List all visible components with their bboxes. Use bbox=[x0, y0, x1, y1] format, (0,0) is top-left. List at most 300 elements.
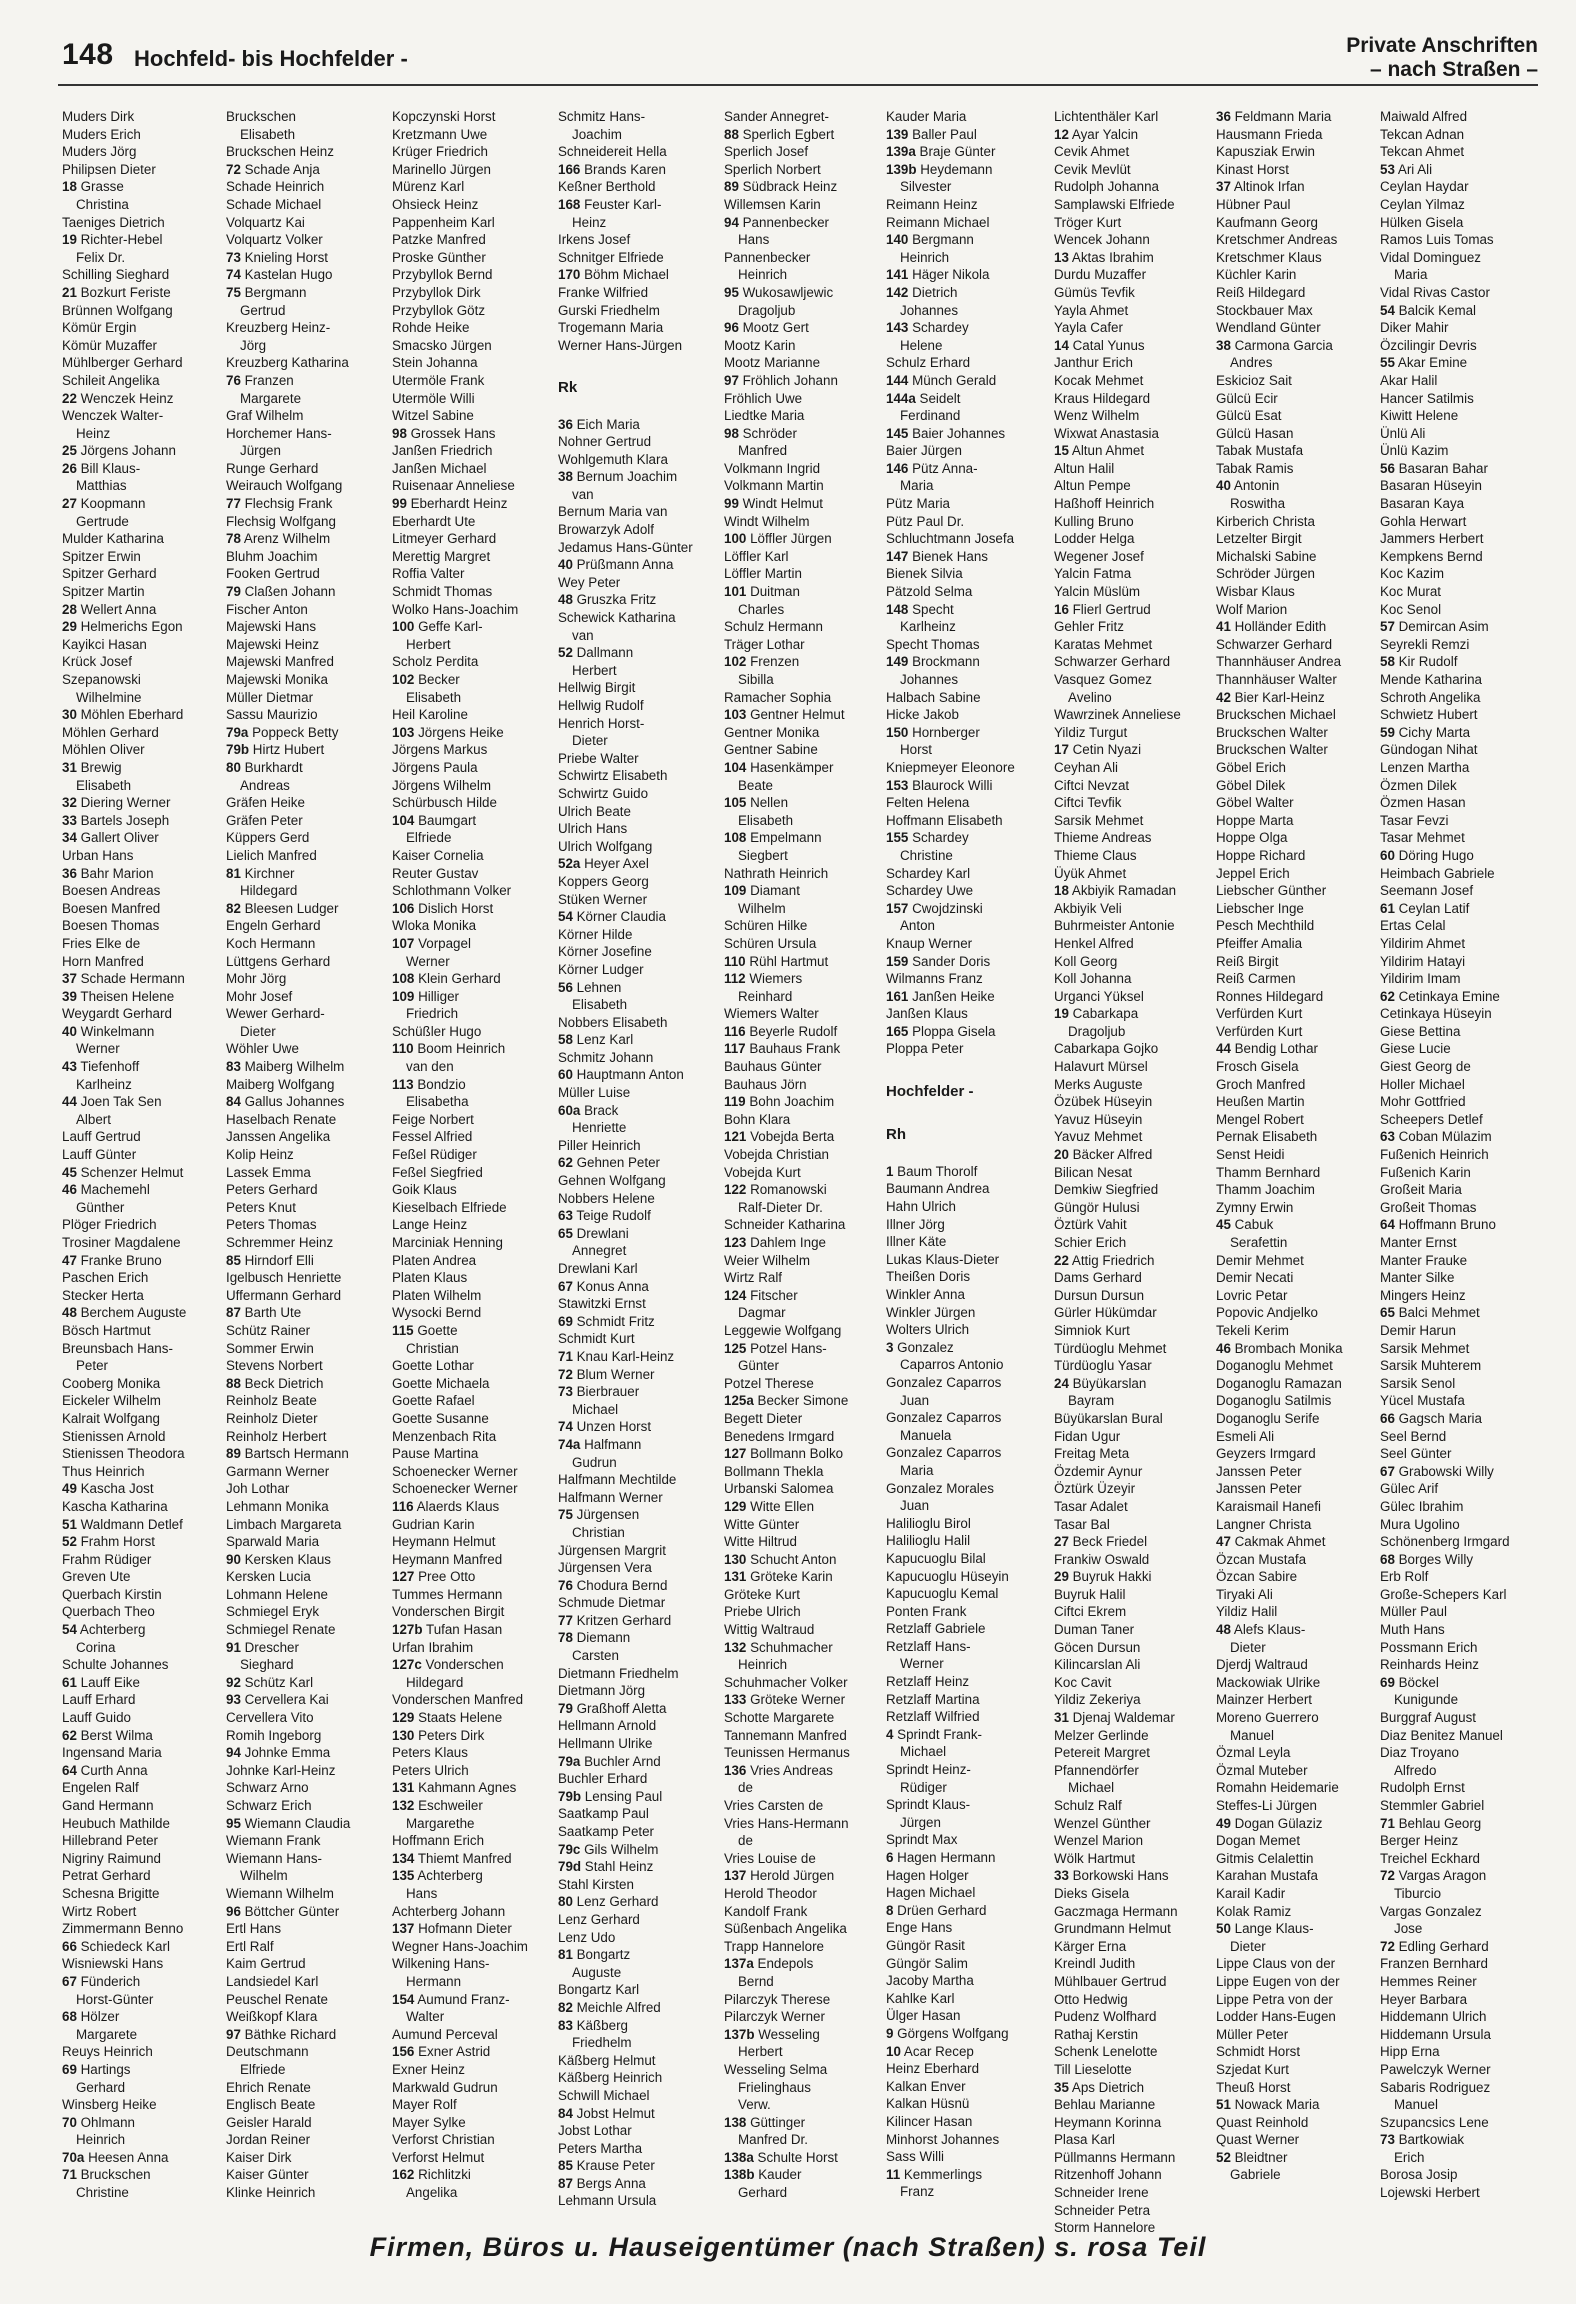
entry-continuation: Werner bbox=[406, 953, 450, 969]
directory-entry: Scheepers Detlef bbox=[1380, 1111, 1483, 1127]
entry-continuation: Rüdiger bbox=[900, 1779, 947, 1795]
house-number: 90 bbox=[226, 1551, 241, 1567]
directory-entry: Schüßler Hugo bbox=[392, 1023, 482, 1039]
directory-entry: 39 Theisen Helene bbox=[62, 988, 175, 1004]
directory-entry: Igelbusch Henriette bbox=[226, 1270, 342, 1286]
entry-continuation: Verw. bbox=[738, 2097, 771, 2113]
directory-entry: 38 Carmona Garcia bbox=[1216, 337, 1333, 353]
house-number: 40 bbox=[1216, 478, 1231, 494]
directory-entry: Buhrmeister Antonie bbox=[1054, 918, 1175, 934]
house-number: 116 bbox=[392, 1498, 414, 1514]
directory-entry: Fischer Anton bbox=[226, 601, 308, 617]
directory-entry: Kapusziak Erwin bbox=[1216, 144, 1315, 160]
directory-entry: Pesch Mechthild bbox=[1216, 918, 1315, 934]
entry-continuation: Christine bbox=[76, 2185, 129, 2201]
entry-continuation: Günter bbox=[738, 1358, 779, 1374]
directory-entry: Basaran Kaya bbox=[1380, 496, 1465, 512]
directory-entry: Thannhäuser Andrea bbox=[1216, 654, 1342, 670]
directory-entry: 49 Kascha Jost bbox=[62, 1481, 154, 1497]
directory-entry: Stawitzki Ernst bbox=[558, 1296, 646, 1312]
house-number: 108 bbox=[724, 830, 747, 846]
directory-entry: 36 Feldmann Maria bbox=[1216, 109, 1332, 124]
entry-continuation: Maria bbox=[1394, 267, 1428, 283]
directory-entry: 139a Braje Günter bbox=[886, 144, 996, 160]
entry-continuation: Hildegard bbox=[406, 1674, 464, 1690]
directory-entry: 122 Romanowski bbox=[724, 1182, 827, 1198]
directory-entry: Flechsig Wolfgang bbox=[226, 513, 336, 529]
directory-entry: Göbel Erich bbox=[1216, 759, 1286, 775]
house-number: 48 bbox=[62, 1305, 77, 1321]
entry-continuation: Manfred Dr. bbox=[738, 2132, 808, 2148]
directory-entry: 132 Eschweiler bbox=[392, 1798, 483, 1813]
directory-entry: 154 Aumund Franz- bbox=[392, 1991, 510, 2007]
directory-entry: Löffler Karl bbox=[724, 548, 789, 564]
directory-entry: 100 Löffler Jürgen bbox=[724, 531, 832, 547]
directory-entry: 47 Franke Bruno bbox=[62, 1252, 162, 1268]
directory-entry: Schüren Ursula bbox=[724, 935, 817, 951]
directory-entry: Wittig Waltraud bbox=[724, 1622, 815, 1638]
directory-entry: Halilioglu Halil bbox=[886, 1533, 971, 1549]
house-number: 40 bbox=[558, 557, 573, 573]
house-number: 67 bbox=[558, 1278, 573, 1294]
directory-entry: Piller Heinrich bbox=[558, 1137, 641, 1153]
entry-continuation: Anton bbox=[900, 918, 935, 934]
directory-entry: 133 Gröteke Werner bbox=[724, 1692, 846, 1708]
directory-entry: Sprindt Heinz- bbox=[886, 1762, 971, 1778]
directory-entry: Possmann Erich bbox=[1380, 1639, 1478, 1655]
directory-entry: Querbach Theo bbox=[62, 1604, 155, 1620]
directory-entry: Volkmann Ingrid bbox=[724, 460, 821, 476]
house-number: 100 bbox=[724, 531, 747, 547]
entry-continuation: Karlheinz bbox=[76, 1076, 132, 1092]
directory-entry: Minhorst Johannes bbox=[886, 2131, 1000, 2147]
entry-continuation: Sieghard bbox=[240, 1657, 294, 1673]
directory-entry: Bongartz Karl bbox=[558, 1982, 640, 1998]
house-number: 148 bbox=[886, 601, 909, 617]
directory-entry: 57 Demircan Asim bbox=[1380, 619, 1489, 635]
directory-entry: Lojewski Herbert bbox=[1380, 2185, 1480, 2201]
entry-continuation: Friedrich bbox=[406, 1006, 459, 1022]
directory-entry: Saatkamp Peter bbox=[558, 1824, 655, 1839]
house-number: 62 bbox=[1380, 988, 1395, 1004]
directory-entry: Gonzalez Morales bbox=[886, 1480, 994, 1496]
directory-entry: Schmitz Johann bbox=[558, 1049, 654, 1065]
spacer bbox=[558, 354, 724, 372]
house-number: 96 bbox=[724, 320, 739, 336]
directory-entry: Stecker Herta bbox=[62, 1287, 144, 1303]
house-number: 130 bbox=[724, 1551, 747, 1567]
directory-entry: Wöhler Uwe bbox=[226, 1041, 299, 1057]
directory-entry: 79b Lensing Paul bbox=[558, 1788, 663, 1804]
directory-entry: Plöger Friedrich bbox=[62, 1217, 157, 1233]
house-number: 144 bbox=[886, 372, 909, 388]
directory-entry: Tasar Mehmet bbox=[1380, 830, 1465, 846]
directory-entry: Pfeiffer Amalia bbox=[1216, 935, 1303, 951]
directory-entry: 127b Tufan Hasan bbox=[392, 1622, 503, 1638]
directory-entry: Nobbers Elisabeth bbox=[558, 1014, 668, 1030]
directory-entry: Gürler Hükümdar bbox=[1054, 1305, 1157, 1321]
directory-entry: Schade Heinrich bbox=[226, 179, 325, 195]
directory-entry: Kalkan Enver bbox=[886, 2078, 966, 2094]
house-number: 58 bbox=[1380, 654, 1395, 670]
directory-entry: Reimann Heinz bbox=[886, 196, 978, 212]
directory-entry: Heußen Martin bbox=[1216, 1094, 1305, 1110]
entry-continuation: Gertrude bbox=[76, 513, 129, 529]
directory-entry: Engeln Gerhard bbox=[226, 918, 321, 934]
directory-entry: Burggraf August bbox=[1380, 1710, 1477, 1726]
entry-continuation: Alfredo bbox=[1394, 1762, 1437, 1778]
house-number: 17 bbox=[1054, 742, 1069, 758]
directory-entry: 75 Bergmann bbox=[226, 284, 307, 300]
directory-entry: Pilarczyk Therese bbox=[724, 1991, 831, 2007]
entry-continuation: Matthias bbox=[76, 478, 127, 494]
entry-continuation: Walter bbox=[406, 2009, 445, 2025]
directory-entry: Kayikci Hasan bbox=[62, 636, 147, 652]
directory-entry: Moreno Guerrero bbox=[1216, 1710, 1319, 1726]
directory-entry: Wysocki Bernd bbox=[392, 1305, 482, 1321]
directory-entry: Schardey Karl bbox=[886, 865, 971, 881]
directory-entry: Yildiz Zekeriya bbox=[1054, 1692, 1141, 1708]
directory-column-1 bbox=[62, 108, 226, 2201]
directory-entry: 48 Gruszka Fritz bbox=[558, 592, 657, 608]
directory-entry: Möhlen Gerhard bbox=[62, 724, 159, 740]
directory-entry: 104 Baumgart bbox=[392, 812, 477, 828]
house-number: 60a bbox=[558, 1102, 581, 1118]
directory-entry: 125 Potzel Hans- bbox=[724, 1340, 827, 1356]
house-number: 95 bbox=[724, 284, 739, 300]
directory-entry: Gülec Ibrahim bbox=[1380, 1498, 1464, 1514]
directory-entry: Theuß Horst bbox=[1216, 2079, 1291, 2095]
directory-entry: Schwirtz Guido bbox=[558, 785, 649, 801]
directory-entry: Krück Josef bbox=[62, 654, 132, 670]
directory-entry: Altun Halil bbox=[1054, 460, 1115, 476]
directory-entry: 73 Knieling Horst bbox=[226, 249, 328, 265]
directory-entry: 25 Jörgens Johann bbox=[62, 443, 176, 459]
directory-entry: 11 Kemmerlings bbox=[886, 2166, 983, 2182]
directory-entry: Peters Martha bbox=[558, 2140, 643, 2156]
directory-entry: Hancer Satilmis bbox=[1380, 390, 1474, 406]
directory-entry: Giest Georg de bbox=[1380, 1059, 1471, 1075]
directory-entry: 72 Vargas Aragon bbox=[1380, 1868, 1487, 1884]
house-number: 35 bbox=[1054, 2079, 1069, 2095]
directory-entry: 74 Unzen Horst bbox=[558, 1419, 652, 1435]
entry-continuation: Horst-Günter bbox=[76, 1991, 154, 2007]
house-number: 25 bbox=[62, 443, 77, 459]
directory-entry: Urfan Ibrahim bbox=[392, 1639, 474, 1655]
directory-entry: 31 Brewig bbox=[62, 759, 122, 775]
directory-entry: Müller Peter bbox=[1216, 2026, 1289, 2042]
directory-entry: 142 Dietrich bbox=[886, 284, 958, 300]
directory-entry: Wiemann Frank bbox=[226, 1833, 321, 1849]
directory-entry: Doganoglu Ramazan bbox=[1216, 1375, 1342, 1391]
directory-entry: Merettig Margret bbox=[392, 548, 491, 564]
directory-entry: 147 Bienek Hans bbox=[886, 548, 988, 564]
house-number: 92 bbox=[226, 1674, 241, 1690]
directory-entry: 63 Teige Rudolf bbox=[558, 1208, 651, 1224]
directory-entry: Schroth Angelika bbox=[1380, 689, 1481, 705]
house-number: 166 bbox=[558, 161, 581, 177]
directory-entry: 131 Gröteke Karin bbox=[724, 1569, 833, 1585]
house-number: 79 bbox=[226, 584, 241, 600]
directory-entry: Peters Klaus bbox=[392, 1745, 468, 1761]
directory-entry: Romahn Heidemarie bbox=[1216, 1780, 1339, 1796]
directory-entry: Wenz Wilhelm bbox=[1054, 408, 1140, 424]
directory-entry: Pilarczyk Werner bbox=[724, 2009, 825, 2025]
directory-entry: Holler Michael bbox=[1380, 1076, 1465, 1092]
directory-entry: Wisbar Klaus bbox=[1216, 584, 1295, 600]
house-number: 137b bbox=[724, 2026, 755, 2042]
directory-entry: Wenczek Walter- bbox=[62, 408, 164, 424]
entry-continuation: Sibilla bbox=[738, 672, 774, 687]
directory-entry: Schulz Hermann bbox=[724, 619, 823, 635]
house-number: 74a bbox=[558, 1436, 581, 1452]
entry-continuation: Andres bbox=[1230, 355, 1273, 371]
directory-entry: Vasquez Gomez bbox=[1054, 672, 1152, 687]
directory-entry: Lauff Erhard bbox=[62, 1692, 136, 1708]
house-number: 33 bbox=[1054, 1868, 1069, 1884]
directory-entry: Mingers Heinz bbox=[1380, 1287, 1466, 1303]
directory-entry: 62 Cetinkaya Emine bbox=[1380, 988, 1500, 1004]
directory-entry: Goette Susanne bbox=[392, 1410, 489, 1426]
directory-entry: 135 Achterberg bbox=[392, 1868, 483, 1884]
directory-entry: 82 Meichle Alfred bbox=[558, 1999, 661, 2015]
directory-entry: 51 Waldmann Detlef bbox=[62, 1516, 183, 1532]
directory-entry: Yildiz Halil bbox=[1216, 1604, 1278, 1620]
directory-entry: Werner Hans-Jürgen bbox=[558, 337, 683, 353]
house-number: 165 bbox=[886, 1023, 909, 1039]
directory-entry: Theißen Doris bbox=[886, 1269, 971, 1285]
directory-entry: Engelen Ralf bbox=[62, 1780, 139, 1796]
house-number: 91 bbox=[226, 1639, 241, 1655]
directory-entry: 14 Catal Yunus bbox=[1054, 337, 1145, 353]
directory-entry: Limbach Margareta bbox=[226, 1516, 342, 1532]
directory-entry: 113 Bondzio bbox=[392, 1076, 466, 1092]
directory-entry: Heimbach Gabriele bbox=[1380, 865, 1495, 881]
directory-entry: Gehler Fritz bbox=[1054, 619, 1124, 635]
entry-continuation: Elfriede bbox=[240, 2061, 286, 2077]
directory-entry: 73 Bierbrauer bbox=[558, 1384, 640, 1400]
directory-entry: Mootz Marianne bbox=[724, 355, 821, 371]
directory-entry: 102 Frenzen bbox=[724, 654, 800, 670]
house-number: 95 bbox=[226, 1815, 241, 1831]
directory-entry: Gonzalez Caparros bbox=[886, 1445, 1002, 1461]
directory-entry: Hellwig Rudolf bbox=[558, 698, 644, 713]
directory-entry: Seyrekli Remzi bbox=[1380, 636, 1470, 652]
directory-entry: Frankiw Oswald bbox=[1054, 1551, 1150, 1567]
directory-entry: Wloka Monika bbox=[392, 918, 477, 934]
house-number: 127 bbox=[724, 1446, 747, 1462]
directory-entry: 95 Wukosawljewic bbox=[724, 284, 834, 300]
directory-entry: 137 Hofmann Dieter bbox=[392, 1921, 512, 1937]
directory-entry: 71 Behlau Georg bbox=[1380, 1815, 1482, 1831]
directory-entry: Erb Rolf bbox=[1380, 1569, 1429, 1585]
house-number: 94 bbox=[226, 1745, 241, 1761]
directory-entry: Eberhardt Ute bbox=[392, 513, 476, 529]
directory-entry: Kinast Horst bbox=[1216, 161, 1289, 177]
directory-entry: Mura Ugolino bbox=[1380, 1516, 1460, 1532]
directory-entry: Kauder Maria bbox=[886, 109, 967, 124]
house-number: 66 bbox=[1380, 1410, 1395, 1426]
directory-entry: Giese Bettina bbox=[1380, 1023, 1461, 1039]
entry-continuation: Albert bbox=[76, 1111, 111, 1127]
directory-entry: 6 Hagen Hermann bbox=[886, 1850, 996, 1865]
entry-continuation: Manfred bbox=[738, 443, 788, 459]
directory-entry: Bienek Silvia bbox=[886, 566, 963, 582]
entry-continuation: Friedhelm bbox=[572, 2035, 632, 2051]
directory-entry: Sarsik Mehmet bbox=[1380, 1340, 1470, 1356]
directory-entry: 60 Hauptmann Anton bbox=[558, 1067, 684, 1083]
house-number: 82 bbox=[226, 900, 241, 916]
directory-entry: Schilling Sieghard bbox=[62, 267, 170, 283]
directory-entry: Körner Ludger bbox=[558, 961, 644, 977]
house-number: 168 bbox=[558, 196, 581, 212]
directory-entry: Trogemann Maria bbox=[558, 320, 664, 336]
directory-entry: Halfmann Mechtilde bbox=[558, 1472, 677, 1488]
directory-entry: 109 Hilliger bbox=[392, 988, 459, 1004]
directory-entry: Schulz Ralf bbox=[1054, 1798, 1122, 1813]
directory-entry: Janssen Peter bbox=[1216, 1463, 1302, 1479]
directory-entry: 28 Wellert Anna bbox=[62, 601, 157, 617]
directory-entry: Koc Cavit bbox=[1054, 1674, 1112, 1690]
directory-entry: Weygardt Gerhard bbox=[62, 1006, 172, 1022]
house-number: 87 bbox=[558, 2175, 573, 2191]
house-number: 62 bbox=[62, 1727, 77, 1743]
directory-entry: Kirberich Christa bbox=[1216, 513, 1315, 529]
directory-entry: Lohmann Helene bbox=[226, 1586, 328, 1602]
directory-entry: Wölk Hartmut bbox=[1054, 1850, 1136, 1866]
directory-entry: Hellmann Arnold bbox=[558, 1718, 657, 1734]
directory-entry: Giese Lucie bbox=[1380, 1041, 1451, 1057]
house-number: 142 bbox=[886, 284, 909, 300]
directory-entry: Jürgensen Vera bbox=[558, 1560, 652, 1576]
house-number: 52 bbox=[1216, 2149, 1231, 2165]
entry-continuation: Herbert bbox=[572, 662, 617, 678]
directory-entry: Franzen Bernhard bbox=[1380, 1956, 1488, 1972]
directory-entry: Sass Willi bbox=[886, 2149, 945, 2165]
house-number: 49 bbox=[1216, 1815, 1231, 1831]
directory-entry: Leggewie Wolfgang bbox=[724, 1322, 842, 1338]
house-number: 127 bbox=[392, 1569, 415, 1585]
directory-entry: Durdu Muzaffer bbox=[1054, 267, 1147, 283]
directory-entry: Kniepmeyer Eleonore bbox=[886, 759, 1015, 775]
directory-entry: Stüken Werner bbox=[558, 891, 648, 907]
directory-entry: Drewlani Karl bbox=[558, 1261, 638, 1276]
house-number: 78 bbox=[226, 531, 241, 547]
directory-entry: 87 Barth Ute bbox=[226, 1305, 302, 1321]
house-number: 127c bbox=[392, 1657, 422, 1673]
house-number: 39 bbox=[62, 988, 77, 1004]
directory-entry: Priebe Walter bbox=[558, 750, 639, 766]
directory-entry: Kiwitt Helene bbox=[1380, 408, 1459, 424]
directory-entry: Ramacher Sophia bbox=[724, 689, 832, 705]
directory-entry: Weirauch Wolfgang bbox=[226, 478, 343, 494]
directory-entry: 19 Cabarkapa bbox=[1054, 1006, 1139, 1022]
house-number: 27 bbox=[1054, 1534, 1069, 1550]
directory-entry: Özmal Leyla bbox=[1216, 1745, 1291, 1761]
directory-entry: Tasar Bal bbox=[1054, 1516, 1110, 1532]
entry-continuation: Gerhard bbox=[738, 2185, 788, 2201]
directory-entry: Szjedat Kurt bbox=[1216, 2061, 1289, 2077]
directory-entry: Özcilingir Devris bbox=[1380, 337, 1477, 353]
entry-continuation: Ralf-Dieter Dr. bbox=[738, 1199, 823, 1215]
entry-continuation: Margarethe bbox=[406, 1815, 475, 1831]
house-number: 46 bbox=[62, 1182, 77, 1198]
directory-entry: Ciftci Ekrem bbox=[1054, 1604, 1127, 1620]
directory-entry: 161 Janßen Heike bbox=[886, 988, 995, 1004]
directory-entry: 52 Bleidtner bbox=[1216, 2149, 1288, 2165]
house-number: 88 bbox=[226, 1375, 241, 1391]
directory-entry: 46 Brombach Monika bbox=[1216, 1340, 1343, 1356]
directory-entry: Reinholz Dieter bbox=[226, 1410, 318, 1426]
directory-entry: 108 Klein Gerhard bbox=[392, 971, 501, 987]
directory-entry: Ronnes Hildegard bbox=[1216, 988, 1324, 1004]
directory-entry: Windt Wilhelm bbox=[724, 513, 810, 529]
directory-entry: 92 Schütz Karl bbox=[226, 1674, 314, 1690]
directory-entry: Ritzenhoff Johann bbox=[1054, 2167, 1162, 2183]
directory-entry: Akbiyik Veli bbox=[1054, 900, 1122, 916]
entry-continuation: Michael bbox=[900, 1744, 947, 1760]
directory-entry: Schoenecker Werner bbox=[392, 1481, 518, 1497]
directory-entry: Hillebrand Peter bbox=[62, 1833, 159, 1849]
directory-entry: Utermöle Frank bbox=[392, 372, 485, 388]
directory-entry: Keßner Berthold bbox=[558, 179, 656, 195]
directory-entry: Freitag Meta bbox=[1054, 1446, 1130, 1462]
house-number: 68 bbox=[1380, 1551, 1395, 1567]
directory-entry: 38 Bernum Joachim bbox=[558, 469, 678, 485]
house-number: 29 bbox=[1054, 1569, 1069, 1585]
entry-continuation: Dieter bbox=[572, 733, 608, 749]
directory-entry: Kreuzberg Heinz- bbox=[226, 320, 331, 336]
directory-entry: Bernum Maria van bbox=[558, 504, 668, 520]
directory-entry: 56 Lehnen bbox=[558, 979, 622, 995]
directory-entry: Diaz Benitez Manuel bbox=[1380, 1727, 1503, 1743]
directory-entry: Liedtke Maria bbox=[724, 408, 805, 424]
directory-entry: Kascha Katharina bbox=[62, 1498, 168, 1514]
directory-entry: Henkel Alfred bbox=[1054, 935, 1134, 951]
house-number: 51 bbox=[1216, 2097, 1231, 2113]
house-number: 51 bbox=[62, 1516, 77, 1532]
entry-continuation: Heinrich bbox=[900, 249, 950, 265]
directory-entry: 96 Böttcher Günter bbox=[226, 1903, 340, 1919]
directory-entry: Haselbach Renate bbox=[226, 1111, 337, 1127]
directory-entry: Hoppe Marta bbox=[1216, 812, 1294, 828]
section-heading: Hochfelder - bbox=[886, 1082, 974, 1100]
directory-entry: Muders Dirk bbox=[62, 109, 135, 124]
directory-entry: Taeniges Dietrich bbox=[62, 214, 165, 230]
house-number: 141 bbox=[886, 267, 909, 283]
directory-entry: Schürbusch Hilde bbox=[392, 795, 497, 811]
directory-entry: 65 Balci Mehmet bbox=[1380, 1305, 1480, 1321]
directory-entry: 59 Cichy Marta bbox=[1380, 724, 1471, 740]
directory-entry: Käßberg Helmut bbox=[558, 2052, 656, 2068]
entry-continuation: Gertrud bbox=[240, 302, 286, 318]
directory-entry: Buchler Erhard bbox=[558, 1771, 648, 1787]
directory-entry: Johnke Karl-Heinz bbox=[226, 1762, 336, 1778]
entry-continuation: Gabriele bbox=[1230, 2167, 1281, 2183]
house-number: 79b bbox=[558, 1788, 582, 1804]
directory-entry: Wegener Josef bbox=[1054, 548, 1144, 564]
directory-entry: 125a Becker Simone bbox=[724, 1393, 849, 1409]
directory-entry: 58 Lenz Karl bbox=[558, 1032, 634, 1048]
directory-entry: Bohn Klara bbox=[724, 1111, 791, 1127]
directory-entry: Utermöle Willi bbox=[392, 390, 475, 406]
directory-entry: Halilioglu Birol bbox=[886, 1515, 971, 1531]
directory-entry: 10 Acar Recep bbox=[886, 2043, 974, 2059]
directory-entry: Pernak Elisabeth bbox=[1216, 1129, 1318, 1145]
directory-entry: Ciftci Tevfik bbox=[1054, 795, 1122, 811]
directory-entry: Letzelter Birgit bbox=[1216, 531, 1302, 547]
directory-entry: 36 Bahr Marion bbox=[62, 865, 154, 881]
